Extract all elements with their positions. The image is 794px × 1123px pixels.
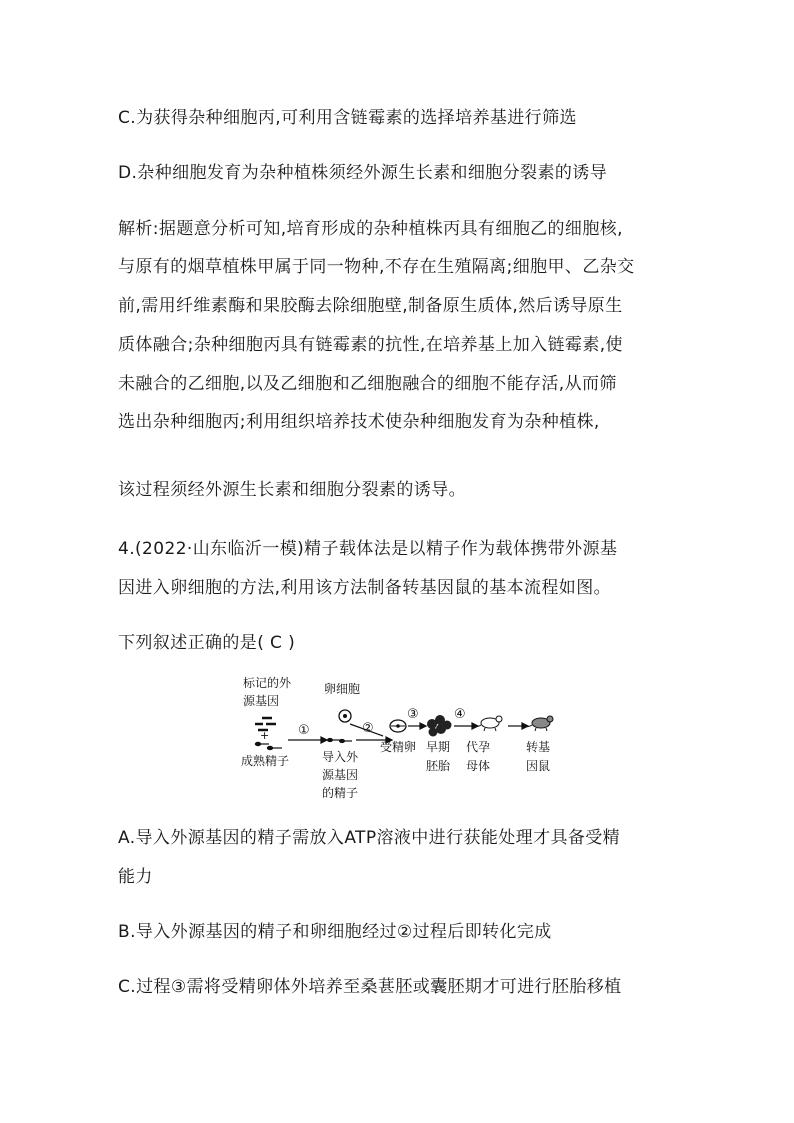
option-b: B.导入外源基因的精子和卵细胞经过②过程后即转化完成 bbox=[118, 922, 552, 942]
label-transgenic-mouse-1: 转基 bbox=[526, 740, 551, 754]
label-egg-cell: 卵细胞 bbox=[324, 682, 361, 696]
step-1-marker: ① bbox=[298, 723, 310, 738]
analysis-line-6: 选出杂种细胞丙;利用组织培养技术使杂种细胞发育为杂种植株, bbox=[118, 412, 600, 432]
label-early-embryo-1: 早期 bbox=[426, 740, 451, 754]
surrogate-mouse-icon bbox=[472, 716, 502, 731]
label-surrogate-2: 母体 bbox=[466, 759, 491, 773]
label-sperm-with-gene-3: 的精子 bbox=[322, 786, 359, 800]
step-4-marker: ④ bbox=[454, 707, 466, 722]
fertilized-egg-icon bbox=[390, 720, 406, 732]
analysis-line-1: 解析:据题意分析可知,培育形成的杂种植株丙具有细胞乙的细胞核, bbox=[118, 219, 623, 239]
analysis-line-3: 前,需用纤维素酶和果胶酶去除细胞壁,制备原生质体,然后诱导原生 bbox=[118, 296, 623, 316]
label-surrogate-1: 代孕 bbox=[466, 740, 491, 754]
option-d-previous: D.杂种细胞发育为杂种植株须经外源生长素和细胞分裂素的诱导 bbox=[118, 163, 608, 183]
egg-cell-icon bbox=[339, 710, 351, 722]
label-fertilized-egg: 受精卵 bbox=[380, 740, 417, 754]
arrow-step-3 bbox=[408, 723, 426, 729]
sperm-with-gene-icon bbox=[328, 739, 352, 743]
question-4-line-3: 下列叙述正确的是( C ) bbox=[118, 633, 296, 653]
option-c-previous: C.为获得杂种细胞丙,可利用含链霉素的选择培养基进行筛选 bbox=[118, 108, 577, 128]
transgenic-mouse-icon bbox=[523, 716, 553, 731]
label-marked-gene-2: 源基因 bbox=[243, 694, 280, 708]
question-4-line-1: 4.(2022·山东临沂一模)精子载体法是以精子作为载体携带外源基 bbox=[118, 539, 618, 559]
option-a-line-1: A.导入外源基因的精子需放入ATP溶液中进行获能处理才具备受精 bbox=[118, 828, 621, 848]
question-4-line-2: 因进入卵细胞的方法,利用该方法制备转基因鼠的基本流程如图。 bbox=[118, 578, 612, 598]
analysis-line-7: 该过程须经外源生长素和细胞分裂素的诱导。 bbox=[118, 480, 466, 500]
label-transgenic-mouse-2: 因鼠 bbox=[526, 759, 551, 773]
arrow-step-5 bbox=[508, 723, 528, 729]
transgenic-mouse-flow-diagram bbox=[236, 668, 566, 808]
analysis-line-4: 质体融合;杂种细胞丙具有链霉素的抗性,在培养基上加入链霉素,使 bbox=[118, 335, 623, 355]
arrow-step-4 bbox=[454, 723, 478, 729]
label-sperm-with-gene-1: 导入外 bbox=[322, 750, 359, 764]
step-2-marker: ② bbox=[362, 721, 374, 736]
sperm-icon bbox=[255, 742, 282, 749]
option-a-line-2: 能力 bbox=[118, 867, 153, 887]
label-sperm-with-gene-2: 源基因 bbox=[322, 768, 359, 782]
plus-sign: + bbox=[260, 729, 270, 742]
option-c: C.过程③需将受精卵体外培养至桑葚胚或囊胚期才可进行胚胎移植 bbox=[118, 977, 622, 997]
early-embryo-icon bbox=[427, 715, 452, 737]
label-marked-gene-1: 标记的外 bbox=[243, 676, 292, 690]
step-3-marker: ③ bbox=[407, 707, 419, 722]
analysis-line-5: 未融合的乙细胞,以及乙细胞和乙细胞融合的细胞不能存活,从而筛 bbox=[118, 374, 617, 394]
label-early-embryo-2: 胚胎 bbox=[426, 759, 451, 773]
label-mature-sperm: 成熟精子 bbox=[241, 754, 290, 768]
analysis-line-2: 与原有的烟草植株甲属于同一物种,不存在生殖隔离;细胞甲、乙杂交 bbox=[118, 257, 635, 277]
